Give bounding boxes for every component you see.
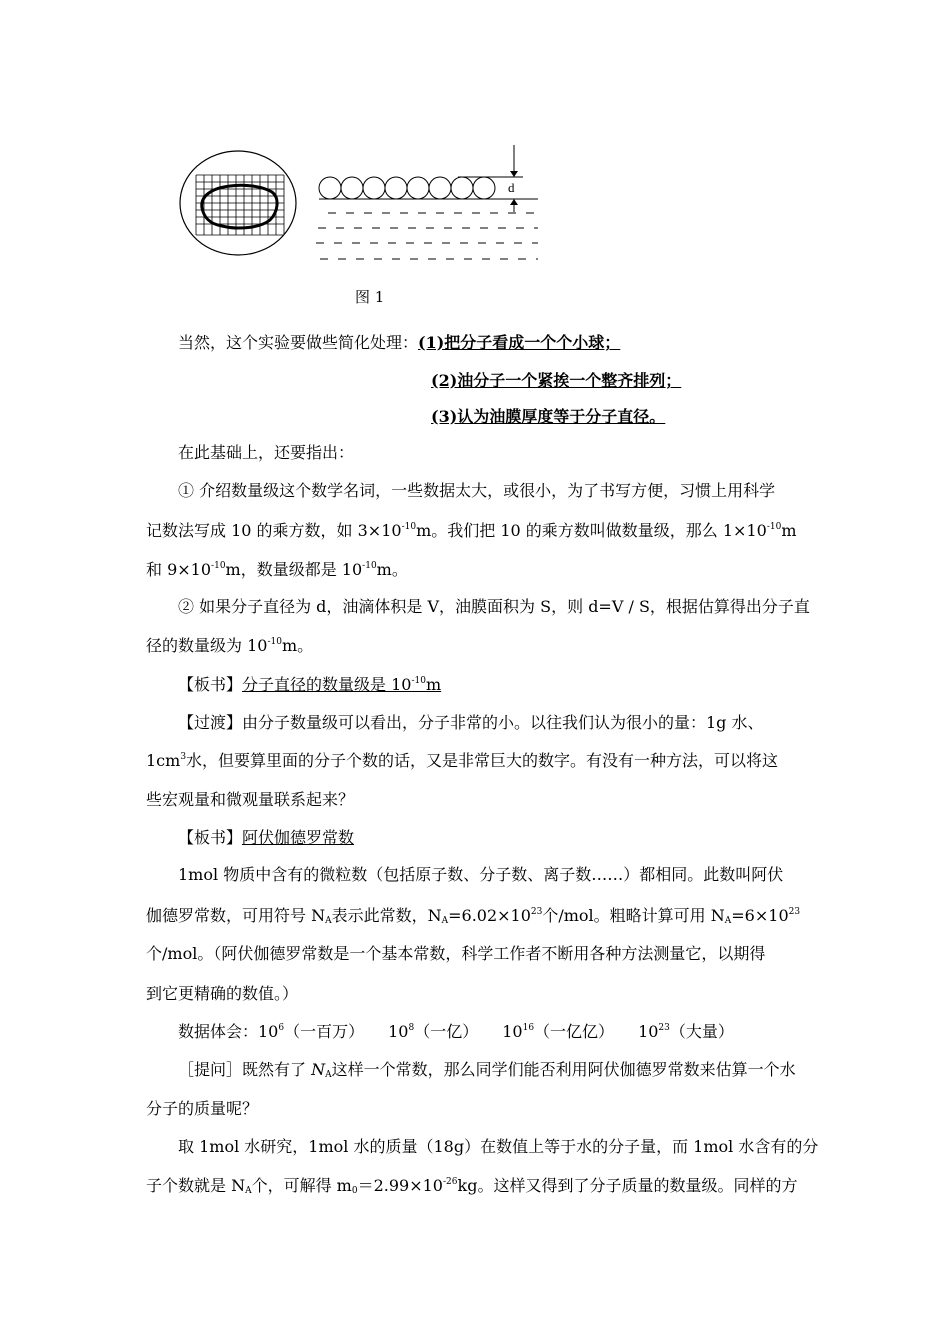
avogadro-l2e: =6×10 [731, 906, 789, 925]
avogadro-l2d: 个/mol。粗略计算可用 N [542, 906, 725, 925]
exp-e4: 23 [658, 1023, 670, 1033]
water-l2a: 子个数就是 N [146, 1176, 246, 1195]
avogadro-exp2: 23 [788, 907, 801, 917]
board1-text [242, 675, 441, 694]
avogadro-l2c: =6.02×10 [448, 906, 531, 925]
simplification-1: (1)把分子看成一个个小球； [418, 333, 621, 352]
question-sub: A [325, 1070, 332, 1080]
water-sub: A [245, 1186, 252, 1196]
point2-l2a: 径的数量级为 10 [146, 636, 268, 655]
avogadro-exp1: 23 [530, 907, 543, 917]
avogadro-line1: 1mol 物质中含有的微粒数（包括原子数、分子数、离子数……）都相同。此数叫阿伏 [178, 865, 784, 884]
exp-b3: 10 [502, 1022, 523, 1041]
point1-exp1: -10 [401, 522, 417, 532]
avogadro-line2 [146, 905, 800, 927]
board1-exp: -10 [411, 676, 426, 686]
water-line1: 取 1mol 水研究，1mol 水的质量（18g）在数值上等于水的分子量，而 1mol 水含有的分 [178, 1137, 819, 1156]
water-l2b: 个，可解得 m [251, 1176, 352, 1195]
figure-oil-film-diagram [178, 140, 558, 270]
point1-l3-exp1: -10 [211, 561, 226, 571]
simplification-2: (2)油分子一个紧挨一个整齐排列； [431, 371, 682, 390]
point1-line2 [146, 520, 797, 542]
exp-b4: 10 [638, 1022, 659, 1041]
avogadro-sub1: A [325, 916, 332, 926]
point1-exp2: -10 [766, 522, 782, 532]
figure-caption: 图 1 [355, 288, 385, 306]
exp-t4: （大量） [669, 1022, 734, 1041]
point1-l2c: m [781, 521, 797, 540]
intro-lead: 当然，这个实验要做些简化处理： [178, 333, 419, 352]
transition-l2b: 水，但要算里面的分子个数的话，又是非常巨大的数字。有没有一种方法，可以将这 [186, 751, 779, 770]
point1-l3a: 和 9×10 [146, 560, 212, 579]
question-l1b: 这样一个常数，那么同学们能否利用阿伏伽德罗常数来估算一个水 [331, 1060, 796, 1079]
transition-line1: 【过渡】由分子数量级可以看出，分子非常的小。以往我们认为很小的量：1g 水、 [178, 713, 764, 732]
water-l2c: ＝2.99×10 [357, 1176, 443, 1195]
molecule-monolayer-diagram [316, 145, 538, 259]
question-line2: 分子的质量呢？ [146, 1099, 259, 1118]
avogadro-line4: 到它更精确的数值。） [146, 984, 299, 1003]
water-sub2: 0 [351, 1186, 358, 1196]
simplification-3: (3)认为油膜厚度等于分子直径。 [431, 407, 666, 426]
point2-line2 [146, 635, 313, 657]
point1-l2b: m。我们把 10 的乘方数叫做数量级，那么 1×10 [416, 521, 767, 540]
point1-line1: ① 介绍数量级这个数学名词，一些数据太大，或很小，为了书写方便，习惯上用科学 [178, 481, 776, 500]
point2-l2b: m。 [281, 636, 314, 655]
board-note-1 [178, 674, 441, 696]
water-line2 [146, 1175, 797, 1197]
avogadro-l2a: 伽德罗常数，可用符号 N [146, 906, 326, 925]
water-l2d: kg。这样又得到了分子质量的数量级。同样的方 [457, 1176, 798, 1195]
grid-dish-diagram [180, 151, 296, 255]
point2-exp: -10 [267, 637, 282, 647]
point1-l3b: m，数量级都是 10 [225, 560, 363, 579]
question-n: N [311, 1060, 326, 1079]
board2-text: 阿伏伽德罗常数 [242, 828, 355, 847]
board2-tag: 【板书】 [178, 828, 243, 847]
water-exp: -26 [443, 1177, 458, 1187]
board1-tag: 【板书】 [178, 675, 243, 694]
point2-line1: ② 如果分子直径为 d，油滴体积是 V，油膜面积为 S，则 d=V / S，根据估算得出分子直 [178, 597, 810, 616]
avogadro-line3: 个/mol。（阿伏伽德罗常数是一个基本常数，科学工作者不断用各种方法测量它，以期得 [146, 944, 766, 963]
transition-line2 [146, 750, 778, 772]
transition-exp: 3 [180, 752, 187, 762]
question-l1a: ［提问］既然有了 [178, 1060, 312, 1079]
exp-t2: （一亿） [414, 1022, 479, 1041]
exp-t3: （一亿亿） [534, 1022, 615, 1041]
transition-l2a: 1cm [146, 751, 181, 770]
point1-line3 [146, 559, 408, 581]
avogadro-sub2: A [441, 916, 449, 926]
exp-t1: （一百万） [284, 1022, 365, 1041]
exp-b2: 10 [388, 1022, 409, 1041]
board-note-2 [178, 827, 354, 849]
point1-l3-exp2: -10 [362, 561, 377, 571]
avogadro-l2b: 表示此常数，N [331, 906, 442, 925]
point1-l3c: m。 [376, 560, 408, 579]
point1-l2a: 记数法写成 10 的乘方数，如 3×10 [146, 521, 402, 540]
exp-lead: 数据体会：10 [178, 1022, 279, 1041]
exp-e1: 6 [278, 1023, 285, 1033]
data-experience-line [178, 1021, 734, 1043]
question-line1 [178, 1059, 796, 1081]
basis-line: 在此基础上，还要指出： [178, 443, 355, 462]
d-label: d [508, 180, 515, 195]
avogadro-sub3: A [724, 916, 732, 926]
board1-text-b: m [425, 675, 442, 694]
board1-text-a: 分子直径的数量级是 10 [242, 675, 412, 694]
intro-line [178, 332, 620, 354]
transition-line3: 些宏观量和微观量联系起来？ [146, 790, 355, 809]
exp-e3: 16 [522, 1023, 535, 1033]
exp-e2: 8 [408, 1023, 415, 1033]
